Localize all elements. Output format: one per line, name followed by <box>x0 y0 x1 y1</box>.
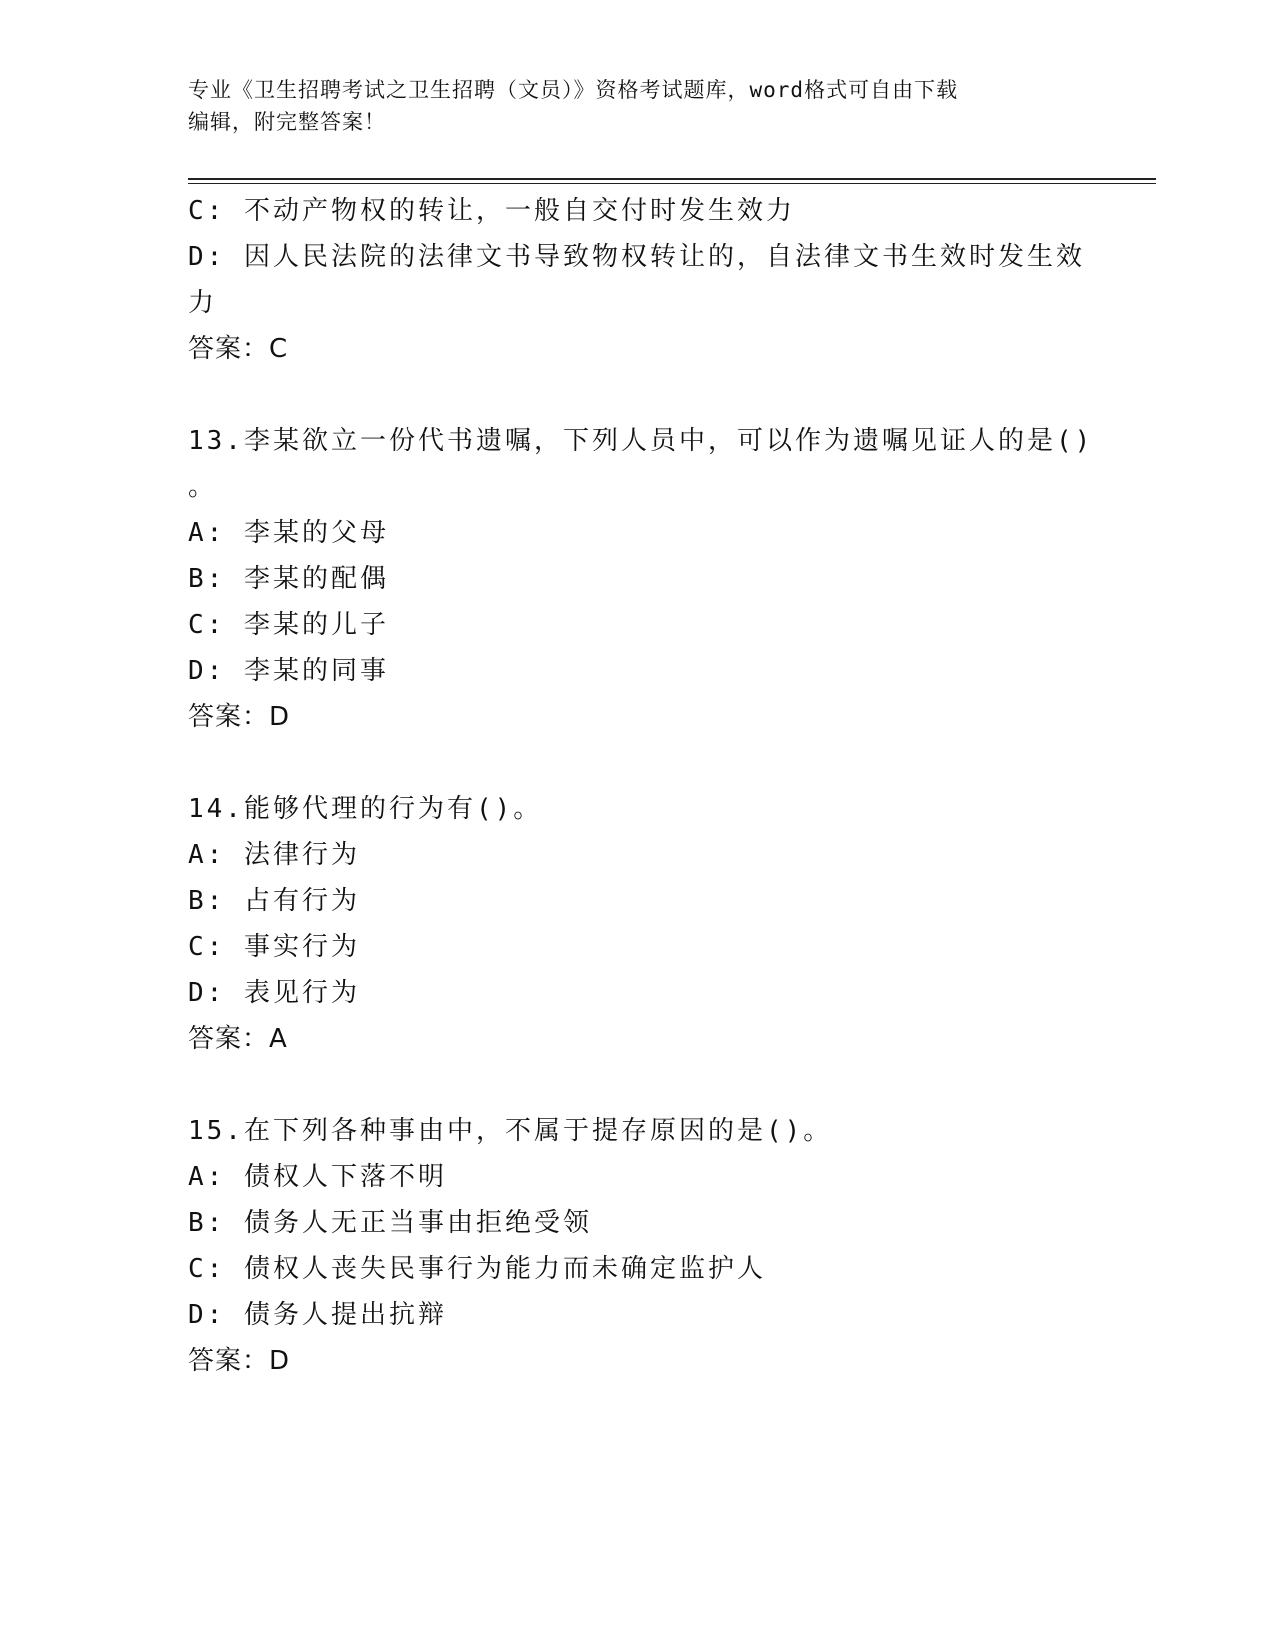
question-15 <box>188 1108 1088 1384</box>
question-stem: 14.能够代理的行为有()。 <box>188 794 543 824</box>
answer-line: 答案：C <box>188 334 289 364</box>
answer-line: 答案：D <box>188 1346 291 1376</box>
option-b: B: 债务人无正当事由拒绝受领 <box>188 1208 592 1238</box>
answer-line: 答案：A <box>188 1024 288 1054</box>
option-c: C: 债权人丧失民事行为能力而未确定监护人 <box>188 1254 766 1284</box>
question-13 <box>188 418 1094 740</box>
question-12-continued <box>188 188 1088 372</box>
option-c: C: 李某的儿子 <box>188 610 389 640</box>
header-line-2: 编辑，附完整答案！ <box>188 110 386 134</box>
question-stem: 15.在下列各种事由中，不属于提存原因的是()。 <box>188 1116 833 1146</box>
option-a: A: 李某的父母 <box>188 518 389 548</box>
option-d: D: 李某的同事 <box>188 656 389 686</box>
option-d-wrap: 力 <box>188 288 218 318</box>
option-c: C: 不动产物权的转让，一般自交付时发生效力 <box>188 196 795 226</box>
option-d: D: 表见行为 <box>188 978 360 1008</box>
header-line-1: 专业《卫生招聘考试之卫生招聘（文员）》资格考试题库，word格式可自由下载 <box>188 78 959 102</box>
question-stem-wrap: 。 <box>188 472 218 502</box>
header-divider-thick <box>188 178 1156 180</box>
option-b: B: 占有行为 <box>188 886 360 916</box>
option-c: C: 事实行为 <box>188 932 360 962</box>
option-d: D: 因人民法院的法律文书导致物权转让的，自法律文书生效时发生效 <box>188 242 1085 272</box>
question-14 <box>188 786 1088 1062</box>
document-header <box>188 74 1088 138</box>
option-a: A: 债权人下落不明 <box>188 1162 447 1192</box>
question-list <box>188 188 1094 1384</box>
option-a: A: 法律行为 <box>188 840 360 870</box>
option-d: D: 债务人提出抗辩 <box>188 1300 447 1330</box>
option-b: B: 李某的配偶 <box>188 564 389 594</box>
question-stem: 13.李某欲立一份代书遗嘱，下列人员中，可以作为遗嘱见证人的是() <box>188 426 1094 456</box>
answer-line: 答案：D <box>188 702 291 732</box>
header-divider-thin <box>188 183 1156 184</box>
